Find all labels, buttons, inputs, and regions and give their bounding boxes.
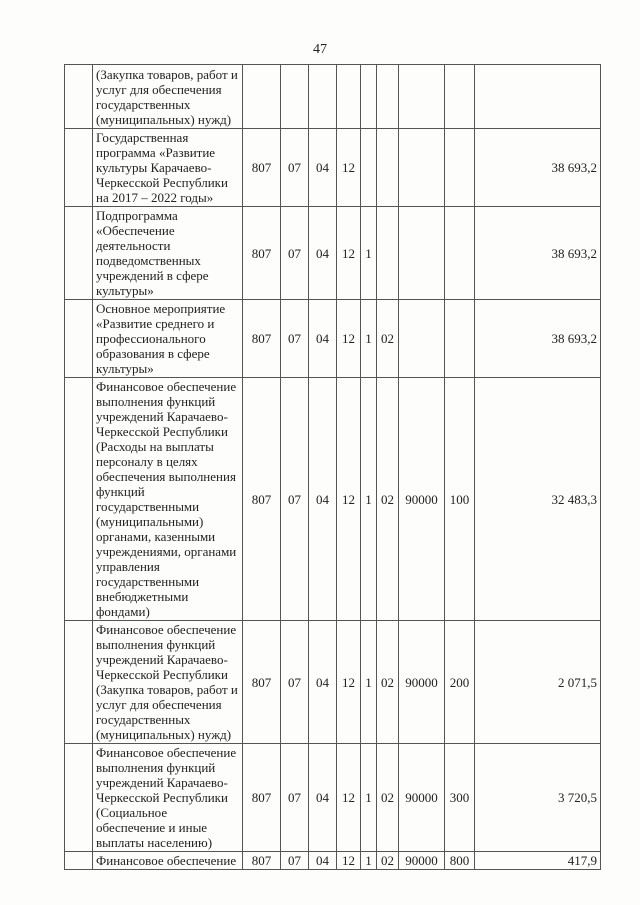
number-cell xyxy=(65,852,93,870)
subprogram-code-cell: 1 xyxy=(361,207,377,300)
section-code-cell: 07 xyxy=(281,621,309,744)
table-row xyxy=(65,621,601,744)
subprogram-code-cell: 1 xyxy=(361,300,377,378)
ministry-code-cell: 807 xyxy=(243,378,281,621)
program-code-cell xyxy=(337,65,361,129)
subsection-code-cell: 04 xyxy=(309,129,337,207)
amount-cell: 3 720,5 xyxy=(475,744,601,852)
expense-type-cell: 200 xyxy=(445,621,475,744)
direction-code-cell: 90000 xyxy=(399,621,445,744)
direction-code-cell: 90000 xyxy=(399,378,445,621)
ministry-code-cell: 807 xyxy=(243,852,281,870)
subprogram-code-cell xyxy=(361,65,377,129)
table-row xyxy=(65,852,601,870)
item-name-cell: Финансовое обеспечение xyxy=(93,852,243,870)
number-cell xyxy=(65,65,93,129)
subprogram-code-cell: 1 xyxy=(361,378,377,621)
item-name-cell: Финансовое обеспечение выполнения функций учреждений Карачаево-Черкесской Республики (Расходы на выплаты персоналу в целях обеспечения выполнения функций государственными (муниципальными) органами, казенными учреждениями, органами управления государственными внебюджетными фондами) xyxy=(93,378,243,621)
measure-code-cell xyxy=(377,129,399,207)
section-code-cell: 07 xyxy=(281,129,309,207)
measure-code-cell: 02 xyxy=(377,300,399,378)
item-name-cell: Подпрограмма «Обеспечение деятельности подведомственных учреждений в сфере культуры» xyxy=(93,207,243,300)
expense-type-cell: 800 xyxy=(445,852,475,870)
number-cell xyxy=(65,744,93,852)
table-row xyxy=(65,300,601,378)
ministry-code-cell: 807 xyxy=(243,129,281,207)
expense-type-cell: 100 xyxy=(445,378,475,621)
subsection-code-cell: 04 xyxy=(309,621,337,744)
item-name-cell: Государственная программа «Развитие культуры Карачаево-Черкесской Республики на 2017 – 2022 годы» xyxy=(93,129,243,207)
direction-code-cell xyxy=(399,207,445,300)
section-code-cell: 07 xyxy=(281,378,309,621)
program-code-cell: 12 xyxy=(337,129,361,207)
amount-cell: 2 071,5 xyxy=(475,621,601,744)
item-name-cell: Основное мероприятие «Развитие среднего и профессионального образования в сфере культуры» xyxy=(93,300,243,378)
table-row xyxy=(65,378,601,621)
expense-type-cell xyxy=(445,207,475,300)
section-code-cell: 07 xyxy=(281,300,309,378)
subprogram-code-cell: 1 xyxy=(361,852,377,870)
subsection-code-cell xyxy=(309,65,337,129)
direction-code-cell xyxy=(399,129,445,207)
program-code-cell: 12 xyxy=(337,621,361,744)
amount-cell xyxy=(475,65,601,129)
item-name-cell: Финансовое обеспечение выполнения функций учреждений Карачаево-Черкесской Республики (Социальное обеспечение и иные выплаты населению) xyxy=(93,744,243,852)
direction-code-cell: 90000 xyxy=(399,744,445,852)
table-row xyxy=(65,744,601,852)
section-code-cell xyxy=(281,65,309,129)
section-code-cell: 07 xyxy=(281,744,309,852)
direction-code-cell xyxy=(399,300,445,378)
item-name-cell: (Закупка товаров, работ и услуг для обеспечения государственных (муниципальных) нужд) xyxy=(93,65,243,129)
expense-type-cell: 300 xyxy=(445,744,475,852)
subprogram-code-cell: 1 xyxy=(361,621,377,744)
number-cell xyxy=(65,621,93,744)
amount-cell: 38 693,2 xyxy=(475,207,601,300)
measure-code-cell xyxy=(377,207,399,300)
number-cell xyxy=(65,207,93,300)
direction-code-cell: 90000 xyxy=(399,852,445,870)
ministry-code-cell: 807 xyxy=(243,207,281,300)
table-row xyxy=(65,65,601,129)
ministry-code-cell: 807 xyxy=(243,744,281,852)
budget-table xyxy=(64,64,601,870)
expense-type-cell xyxy=(445,129,475,207)
subprogram-code-cell: 1 xyxy=(361,744,377,852)
program-code-cell: 12 xyxy=(337,207,361,300)
program-code-cell: 12 xyxy=(337,852,361,870)
measure-code-cell: 02 xyxy=(377,378,399,621)
measure-code-cell: 02 xyxy=(377,621,399,744)
amount-cell: 38 693,2 xyxy=(475,300,601,378)
table-row xyxy=(65,207,601,300)
item-name-cell: Финансовое обеспечение выполнения функций учреждений Карачаево-Черкесской Республики (Закупка товаров, работ и услуг для обеспечения государственных (муниципальных) нужд) xyxy=(93,621,243,744)
amount-cell: 38 693,2 xyxy=(475,129,601,207)
number-cell xyxy=(65,129,93,207)
program-code-cell: 12 xyxy=(337,300,361,378)
number-cell xyxy=(65,378,93,621)
subsection-code-cell: 04 xyxy=(309,852,337,870)
amount-cell: 32 483,3 xyxy=(475,378,601,621)
ministry-code-cell: 807 xyxy=(243,621,281,744)
section-code-cell: 07 xyxy=(281,852,309,870)
subsection-code-cell: 04 xyxy=(309,300,337,378)
section-code-cell: 07 xyxy=(281,207,309,300)
program-code-cell: 12 xyxy=(337,744,361,852)
table-row xyxy=(65,129,601,207)
expense-type-cell xyxy=(445,65,475,129)
subprogram-code-cell xyxy=(361,129,377,207)
ministry-code-cell: 807 xyxy=(243,300,281,378)
amount-cell: 417,9 xyxy=(475,852,601,870)
direction-code-cell xyxy=(399,65,445,129)
measure-code-cell: 02 xyxy=(377,744,399,852)
subsection-code-cell: 04 xyxy=(309,744,337,852)
expense-type-cell xyxy=(445,300,475,378)
measure-code-cell: 02 xyxy=(377,852,399,870)
subsection-code-cell: 04 xyxy=(309,378,337,621)
number-cell xyxy=(65,300,93,378)
subsection-code-cell: 04 xyxy=(309,207,337,300)
page-number: 47 xyxy=(313,42,327,57)
measure-code-cell xyxy=(377,65,399,129)
program-code-cell: 12 xyxy=(337,378,361,621)
ministry-code-cell xyxy=(243,65,281,129)
